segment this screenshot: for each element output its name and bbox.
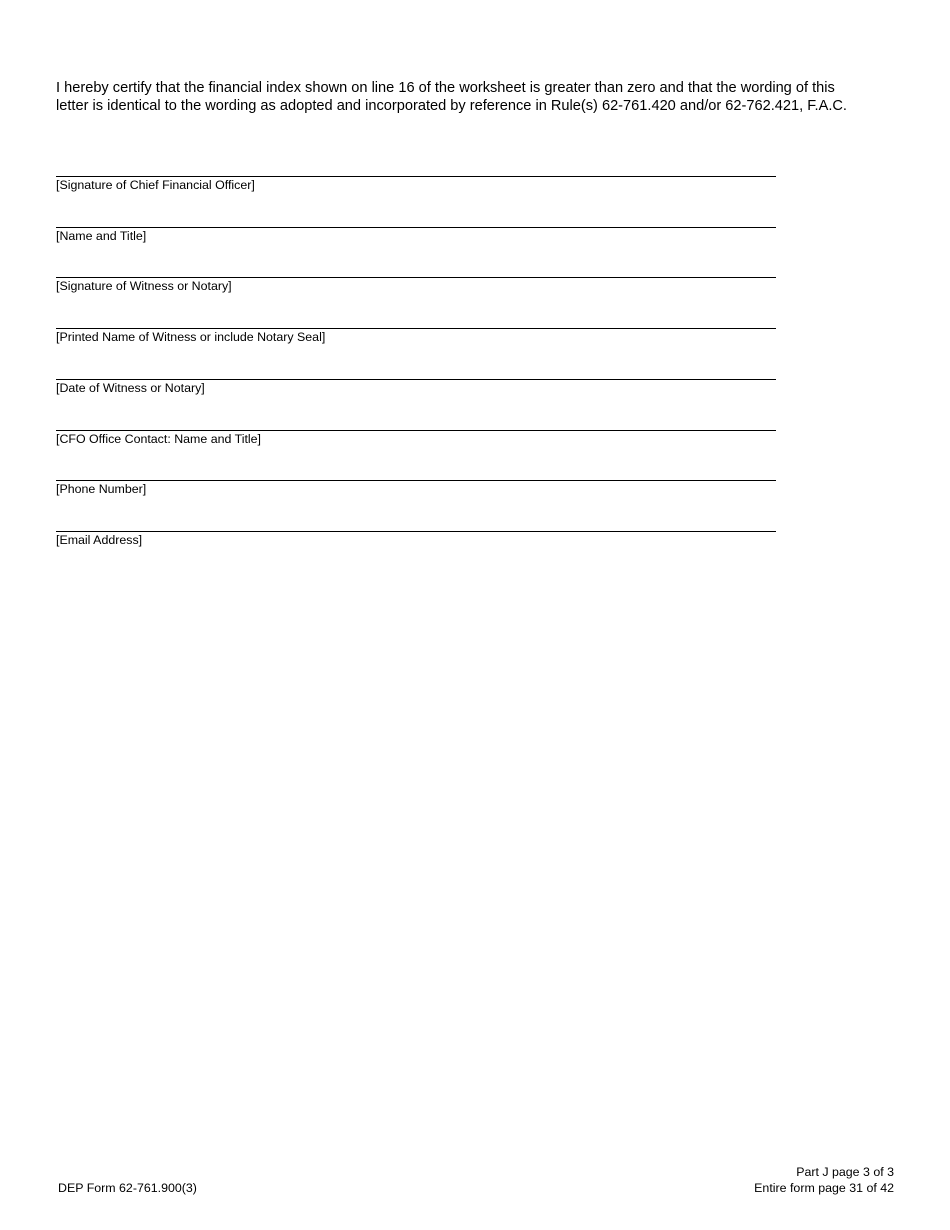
name-and-title-field[interactable]	[56, 227, 776, 244]
signature-field-witness[interactable]	[56, 277, 776, 294]
signature-field-label: [Phone Number]	[56, 482, 147, 496]
signature-line	[56, 328, 776, 329]
email-address-field[interactable]	[56, 531, 776, 548]
signature-line	[56, 176, 776, 177]
signature-field-cfo[interactable]	[56, 176, 776, 193]
cfo-office-contact-field[interactable]	[56, 430, 776, 447]
signature-line	[56, 430, 776, 431]
signature-field-label: [Email Address]	[56, 533, 143, 547]
signature-field-label: [Signature of Witness or Notary]	[56, 279, 232, 293]
signature-line	[56, 277, 776, 278]
signature-field-label: [Date of Witness or Notary]	[56, 381, 205, 395]
certification-statement: I hereby certify that the financial index shown on line 16 of the worksheet is greater than zero and that the wording of this letter is identical to the wording as adopted and incorporated by reference in Rule(s) 62-761.420 and/or 62-762.421, F.A.C.	[56, 80, 847, 114]
date-witness-field[interactable]	[56, 379, 776, 396]
signature-line	[56, 227, 776, 228]
signature-field-label: [CFO Office Contact: Name and Title]	[56, 432, 261, 446]
signature-field-label: [Printed Name of Witness or include Notary Seal]	[56, 330, 326, 344]
part-page-number: Part J page 3 of 3	[796, 1165, 894, 1179]
entire-form-page-number: Entire form page 31 of 42	[754, 1181, 894, 1195]
signature-line	[56, 379, 776, 380]
signature-field-label: [Name and Title]	[56, 229, 147, 243]
signature-line	[56, 531, 776, 532]
page-indicator	[754, 1164, 894, 1196]
signature-field-label: [Signature of Chief Financial Officer]	[56, 178, 255, 192]
printed-name-witness-field[interactable]	[56, 328, 776, 345]
signature-line	[56, 480, 776, 481]
phone-number-field[interactable]	[56, 480, 776, 497]
form-number: DEP Form 62-761.900(3)	[58, 1181, 197, 1195]
